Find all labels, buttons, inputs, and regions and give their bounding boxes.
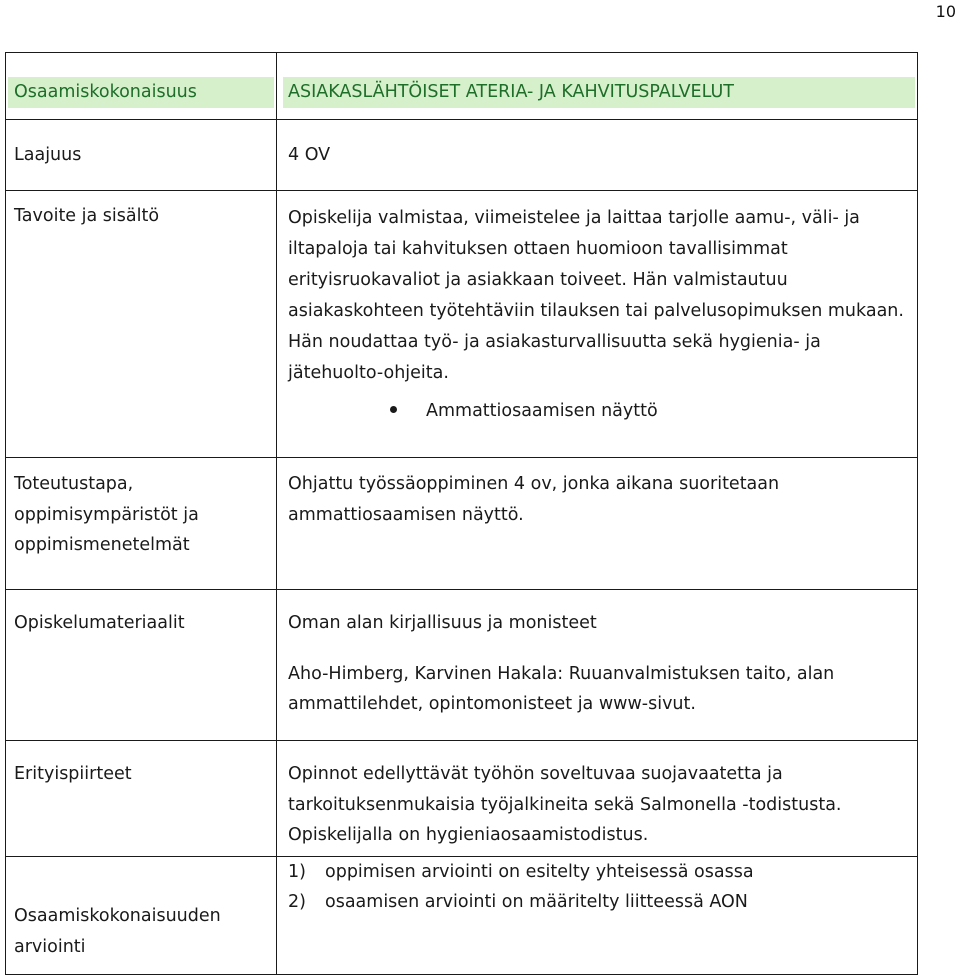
assessment-label [6, 857, 276, 962]
materials-line: Aho-Himberg, Karvinen Hakala: Ruuanvalmistuksen taito, alan [288, 663, 835, 684]
list-text: oppimisen arviointi on esitelty yhteisessä osassa [325, 862, 754, 882]
scope-value: 4 OV [288, 145, 331, 165]
goal-line: Opiskelija valmistaa, viimeistelee ja laittaa tarjolle aamu-, väli- ja [288, 208, 860, 228]
goal-line: Hän noudattaa työ- ja asiakasturvallisuutta sekä hygienia- ja [288, 332, 821, 352]
scope-label: Laajuus [14, 145, 82, 165]
goal-line: jätehuolto-ohjeita. [288, 363, 449, 383]
page-number: 10 [935, 2, 956, 21]
special-features-row [6, 741, 918, 857]
materials-text [277, 590, 917, 720]
scope-row [6, 120, 918, 191]
list-text: osaamisen arviointi on määritelty liitteessä AON [325, 892, 748, 912]
list-number: 1) [288, 862, 306, 882]
special-features-line: tarkoituksenmukaisia työjalkineita sekä Salmonella -todistusta. [288, 794, 842, 815]
header-label-cell [6, 53, 277, 120]
implementation-row [6, 458, 918, 590]
header-label: Osaamiskokonaisuus [8, 77, 274, 108]
goal-label: Tavoite ja sisältö [14, 206, 160, 226]
header-value-cell [277, 53, 918, 120]
implementation-line: ammattiosaamisen näyttö. [288, 504, 524, 525]
list-item [288, 887, 909, 917]
implementation-label [6, 458, 276, 561]
materials-label: Opiskelumateriaalit [14, 613, 185, 633]
module-title: ASIAKASLÄHTÖISET ATERIA- JA KAHVITUSPALVELUT [283, 77, 915, 108]
goal-line: iltapaloja tai kahvituksen ottaen huomioon tavallisimmat [288, 239, 788, 259]
header-row [6, 53, 918, 120]
goal-line: asiakaskohteen työtehtäviin tilauksen tai palvelusopimuksen mukaan. [288, 301, 904, 321]
goal-line: erityisruokavaliot ja asiakkaan toiveet. Hän valmistautuu [288, 270, 788, 290]
assessment-row [6, 857, 918, 975]
implementation-line: Ohjattu työssäoppiminen 4 ov, jonka aikana suoritetaan [288, 474, 780, 494]
assessment-list [277, 857, 917, 917]
bullet-icon [390, 406, 397, 413]
special-features-label: Erityispiirteet [14, 764, 132, 784]
assessment-label-line: Osaamiskokonaisuuden [14, 906, 221, 926]
special-features-line: Opinnot edellyttävät työhön soveltuvaa suojavaatetta ja [288, 764, 783, 784]
materials-row [6, 590, 918, 741]
list-item [288, 857, 909, 887]
goal-row [6, 191, 918, 458]
implementation-label-line: oppimismenetelmät [14, 535, 190, 555]
materials-line: ammattilehdet, opintomonisteet ja www-sivut. [288, 694, 696, 714]
implementation-label-line: oppimisympäristöt ja [14, 504, 199, 525]
special-features-line: Opiskelijalla on hygieniaosaamistodistus. [288, 825, 649, 845]
course-module-table [5, 52, 918, 975]
bullet-item [288, 396, 909, 427]
bullet-text: Ammattiosaamisen näyttö [426, 401, 658, 421]
implementation-label-line: Toteutustapa, [14, 474, 134, 494]
implementation-text [277, 458, 917, 530]
materials-para: Oman alan kirjallisuus ja monisteet [288, 613, 597, 633]
assessment-label-line: arviointi [14, 936, 86, 957]
list-number: 2) [288, 892, 306, 912]
goal-text [277, 191, 917, 427]
special-features-text [277, 741, 917, 851]
